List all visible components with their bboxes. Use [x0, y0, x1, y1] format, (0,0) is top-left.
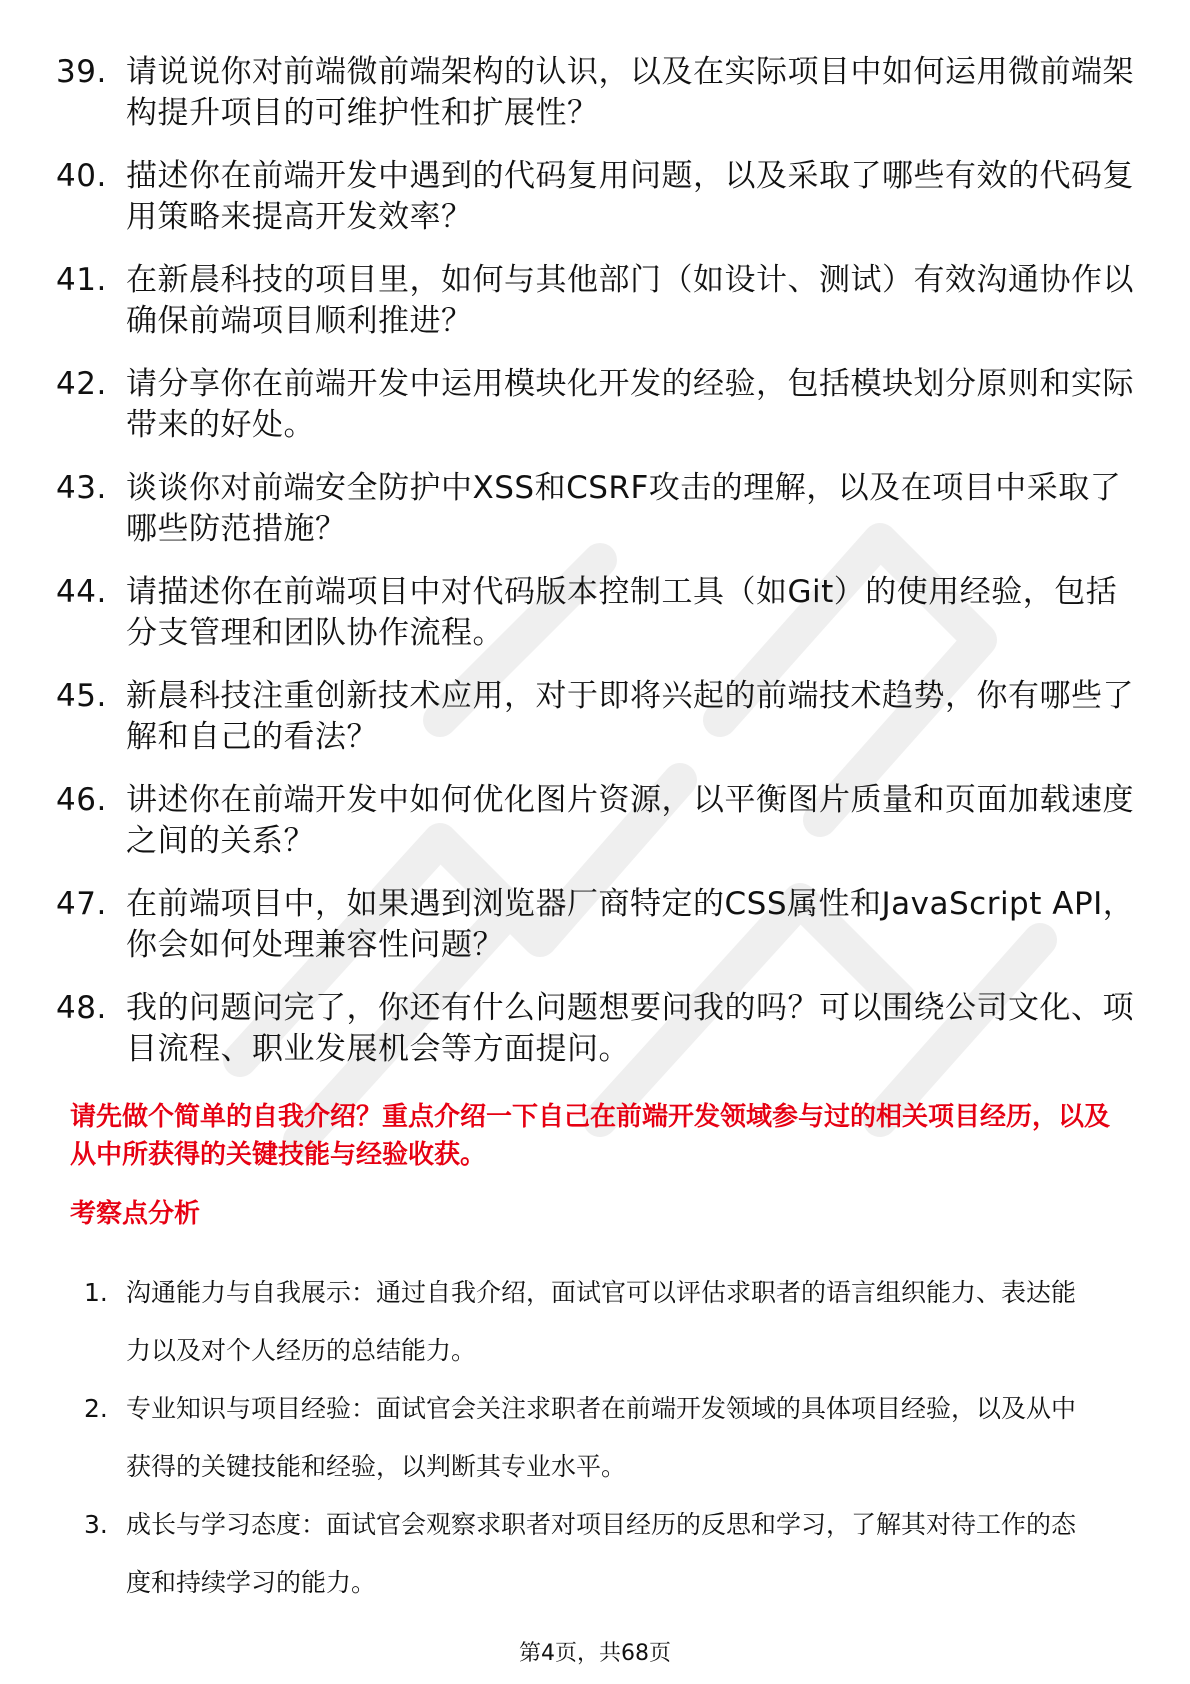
- question-item: [56, 988, 1136, 1070]
- question-text: 请描述你在前端项目中对代码版本控制工具（如Git）的使用经验，包括分支管理和团队协作流程。: [126, 574, 1118, 651]
- question-number: 42.: [56, 366, 107, 402]
- question-text: 我的问题问完了，你还有什么问题想要问我的吗？可以围绕公司文化、项目流程、职业发展机会等方面提问。: [126, 990, 1134, 1067]
- analysis-list: [84, 1264, 1094, 1612]
- analysis-text: 专业知识与项目经验：面试官会关注求职者在前端开发领域的具体项目经验，以及从中获得的关键技能和经验，以判断其专业水平。: [126, 1394, 1077, 1481]
- question-item: [56, 884, 1136, 966]
- question-text: 讲述你在前端开发中如何优化图片资源，以平衡图片质量和页面加载速度之间的关系？: [126, 782, 1134, 859]
- question-number: 45.: [56, 678, 107, 714]
- highlighted-question: 请先做个简单的自我介绍？重点介绍一下自己在前端开发领域参与过的相关项目经历，以及从中所获得的关键技能与经验收获。: [70, 1102, 1111, 1170]
- analysis-item: [84, 1264, 1094, 1380]
- question-item: [56, 676, 1136, 758]
- question-number: 40.: [56, 158, 107, 194]
- question-text: 在新晨科技的项目里，如何与其他部门（如设计、测试）有效沟通协作以确保前端项目顺利推进？: [126, 262, 1134, 339]
- analysis-number: 1.: [84, 1278, 108, 1307]
- question-list: [56, 52, 1136, 1092]
- analysis-item: [84, 1380, 1094, 1496]
- question-item: [56, 364, 1136, 446]
- analysis-number: 3.: [84, 1510, 108, 1539]
- question-item: [56, 468, 1136, 550]
- question-number: 44.: [56, 574, 107, 610]
- question-text: 谈谈你对前端安全防护中XSS和CSRF攻击的理解，以及在项目中采取了哪些防范措施？: [126, 470, 1122, 547]
- question-text: 请分享你在前端开发中运用模块化开发的经验，包括模块划分原则和实际带来的好处。: [126, 366, 1134, 443]
- question-number: 43.: [56, 470, 107, 506]
- analysis-text: 沟通能力与自我展示：通过自我介绍，面试官可以评估求职者的语言组织能力、表达能力以及对个人经历的总结能力。: [126, 1278, 1077, 1365]
- analysis-item: [84, 1496, 1094, 1612]
- question-item: [56, 52, 1136, 134]
- question-item: [56, 156, 1136, 238]
- question-item: [56, 260, 1136, 342]
- question-text: 描述你在前端开发中遇到的代码复用问题，以及采取了哪些有效的代码复用策略来提高开发效率？: [126, 158, 1134, 235]
- question-item: [56, 780, 1136, 862]
- page-footer: 第4页，共68页: [519, 1641, 671, 1666]
- analysis-heading: 考察点分析: [70, 1199, 201, 1229]
- question-number: 47.: [56, 886, 107, 922]
- question-text: 请说说你对前端微前端架构的认识，以及在实际项目中如何运用微前端架构提升项目的可维护性和扩展性？: [126, 54, 1134, 131]
- question-item: [56, 572, 1136, 654]
- question-number: 39.: [56, 54, 107, 90]
- question-text: 新晨科技注重创新技术应用，对于即将兴起的前端技术趋势，你有哪些了解和自己的看法？: [126, 678, 1134, 755]
- question-number: 41.: [56, 262, 107, 298]
- question-number: 48.: [56, 990, 107, 1026]
- analysis-text: 成长与学习态度：面试官会观察求职者对项目经历的反思和学习，了解其对待工作的态度和持续学习的能力。: [126, 1510, 1077, 1597]
- analysis-number: 2.: [84, 1394, 108, 1423]
- question-number: 46.: [56, 782, 107, 818]
- question-text: 在前端项目中，如果遇到浏览器厂商特定的CSS属性和JavaScript API，你会如何处理兼容性问题？: [126, 886, 1135, 963]
